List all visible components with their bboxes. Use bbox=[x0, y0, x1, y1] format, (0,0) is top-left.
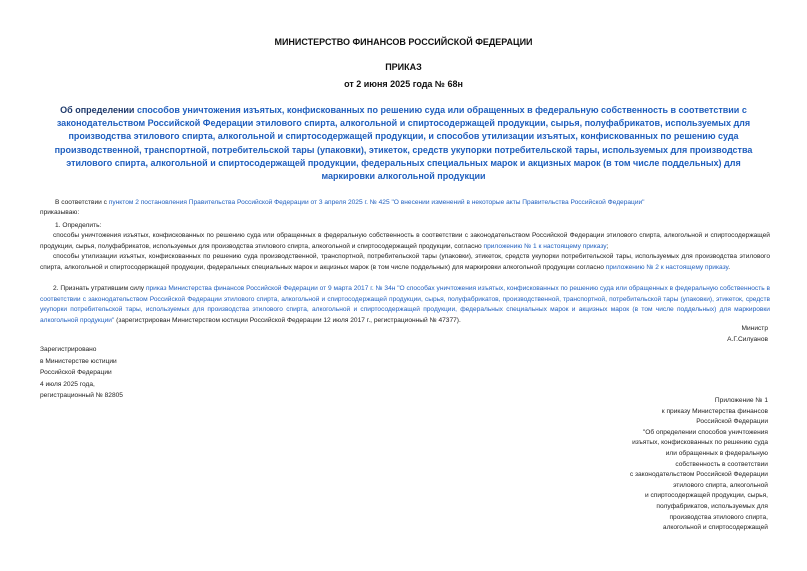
item-1a-text: способы уничтожения изъятых, конфискованных по решению суда или обращенных в федеральную собственность в соответствии с законодательством Российской Федерации этилового спирта, алкогольной и спиртосодержащей продукции, сырья, полуфабрикатов, используемых для производства этилового спирта, алкогольной и спиртосодержащей продукции, согласно bbox=[40, 232, 770, 250]
appendix-line: производства этилового спирта, bbox=[669, 513, 768, 521]
preamble-link[interactable]: пунктом 2 постановления Правительства Российской Федерации от 3 апреля 2025 г. № 425 "О внесении изменений в некоторые акты Правительства Российской Федерации" bbox=[108, 199, 645, 206]
registration-line: в Министерстве юстиции bbox=[40, 357, 117, 365]
appendix-1-link[interactable]: приложению № 1 к настоящему приказу bbox=[483, 242, 607, 250]
appendix-line: этилового спирта, алкогольной bbox=[673, 481, 768, 489]
ministry-heading: МИНИСТЕРСТВО ФИНАНСОВ РОССИЙСКОЙ ФЕДЕРАЦИИ bbox=[274, 37, 533, 47]
signatory-name: А.Г.Силуанов bbox=[727, 336, 768, 343]
title-link[interactable]: способов уничтожения изъятых, конфискованных по решению суда или обращенных в федеральную собственность в соответствии с законодательством Российской Федерации этилового спирта, алкогольной и спиртосодержащей продукции, сырья, полуфабрикатов, используемых для производства этилового спирта, алкогольной и спиртосодержащей продукции, и способов утилизации изъятых, конфискованных по решению суда производственной, транспортной, потребительской тары (упаковки), этикеток, средств укупорки потребительской тары, используемых для производства этилового спирта, алкогольной и спиртосодержащей продукции, федеральных специальных марок и акцизных марок (в том числе поддельных) для маркировки алкогольной продукции bbox=[54, 105, 753, 182]
preamble-paragraph bbox=[55, 198, 765, 209]
registration-line: 4 июля 2025 года, bbox=[40, 380, 95, 388]
registration-line: регистрационный № 82805 bbox=[40, 392, 123, 399]
appendix-line: Российской Федерации bbox=[696, 418, 768, 426]
preamble-prefix: В соответствии с bbox=[55, 199, 109, 206]
appendix-line: полуфабрикатов, используемых для bbox=[656, 502, 768, 510]
item-2-end: (зарегистрирован Министерством юстиции Российской Федерации 12 июля 2017 г., регистрационный № 47377). bbox=[114, 316, 461, 324]
order-word: приказываю: bbox=[40, 209, 80, 216]
item-1b-end: . bbox=[728, 263, 731, 271]
appendix-2-link[interactable]: приложению № 2 к настоящему приказу bbox=[605, 263, 729, 271]
title-prefix: Об определении bbox=[60, 105, 137, 115]
signatory-position: Министр bbox=[741, 325, 768, 332]
appendix-line: "Об определении способов уничтожения bbox=[642, 428, 768, 436]
item-1b-text: способы утилизации изъятых, конфискованных по решению суда производственной, транспортной, потребительской тары (упаковки), этикеток, средств укупорки потребительской тары, используемых для производства этилового спирта, алкогольной и спиртосодержащей продукции, федеральных специальных марок и акцизных марок (в том числе поддельных) для маркировки алкогольной продукции согласно bbox=[40, 253, 770, 271]
appendix-line: к приказу Министерства финансов bbox=[661, 407, 768, 415]
appendix-line: алкогольной и спиртосодержащей bbox=[662, 524, 768, 532]
appendix-line: и спиртосодержащей продукции, сырья, bbox=[644, 492, 768, 500]
registration-block bbox=[40, 344, 123, 402]
item-1a-end: ; bbox=[606, 242, 609, 250]
appendix-line: Приложение № 1 bbox=[714, 397, 768, 404]
document-type-heading: ПРИКАЗ bbox=[385, 62, 422, 72]
date-number-heading: от 2 июня 2025 года № 68н bbox=[344, 79, 463, 89]
repealed-order-link[interactable]: приказ Министерства финансов Российской Федерации от 9 марта 2017 г. № 34н "О способах уничтожения изъятых, конфискованных по решению суда или обращенных в федеральную собственность в соответствии с законодательством Российской Федерации этилового спирта, алкогольной и спиртосодержащей продукции, сырья, полуфабрикатов, производственной, транспортной, потребительской тары (упаковки), этикеток, средств укупорки потребительской тары, используемых для производства этилового спирта, алкогольной и спиртосодержащей продукции, федеральных специальных марок и акцизных марок (в том числе поддельных) для маркировки алкогольной продукции" bbox=[40, 285, 770, 324]
appendix-line: изъятых, конфискованных по решению суда bbox=[632, 439, 768, 447]
item-1-heading: 1. Определить: bbox=[55, 222, 102, 229]
registration-line: Зарегистрировано bbox=[40, 346, 97, 353]
appendix-line: или обращенных в федеральную bbox=[665, 449, 768, 457]
item-2-paragraph bbox=[40, 284, 770, 326]
appendix-header bbox=[630, 396, 768, 534]
item-1-paragraph-b bbox=[40, 252, 770, 273]
appendix-line: собственность в соответствии bbox=[675, 460, 768, 468]
registration-line: Российской Федерации bbox=[40, 369, 112, 376]
appendix-line: с законодательством Российской Федерации bbox=[629, 471, 768, 479]
item-2-prefix: 2. Признать утратившим силу bbox=[53, 285, 146, 292]
document-title bbox=[40, 104, 767, 183]
item-1-paragraph-a bbox=[40, 231, 770, 252]
